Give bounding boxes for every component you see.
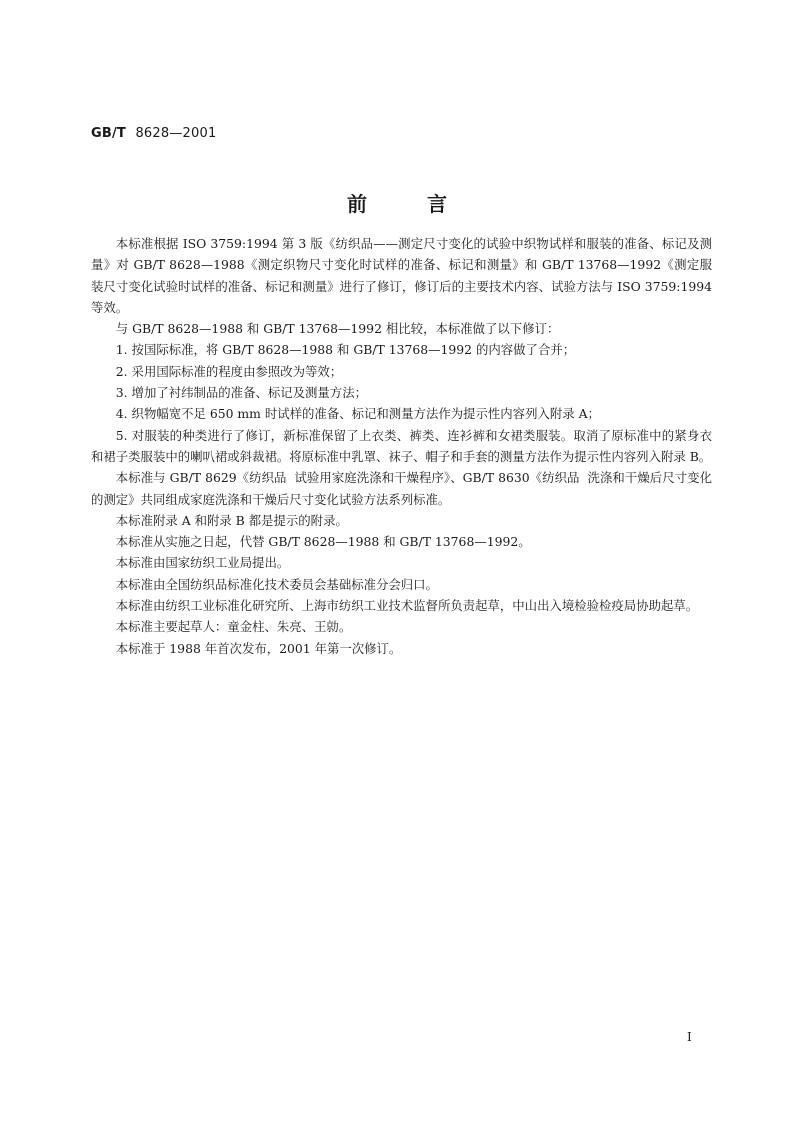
page-title: 前言 [347,192,507,216]
page-number: I [687,1030,692,1044]
list-item-3: 3. 增加了衬纬制品的准备、标记及测量方法； [115,385,367,401]
standard-code [91,126,216,141]
foreword-body [91,233,716,659]
list-item-4: 4. 织物幅宽不足 650 mm 时试样的准备、标记和测量方法作为提示性内容列入附录 A； [115,406,600,422]
paragraph-intro: 本标准根据 ISO 3759:1994 第 3 版《纺织品——测定尺寸变化的试验中织物试样和服装的准备、标记及测量》对 GB/T 8628—1988《测定织物尺寸变化时试样的准备、标记和测量》和 GB/T 13768—1992《测定服装尺寸变化试验时试样的准备、标记和测量》进行了修订，修订后的主要技术内容、试验方法与 ISO 3759:1994 等效。 [91,236,716,315]
paragraph-appendix: 本标准附录 A 和附录 B 都是提示的附录。 [115,512,348,528]
standard-number: 8628—2001 [135,126,217,141]
paragraph-drafted: 本标准由纺织工业标准化研究所、上海市纺织工业技术监督所负责起草，中山出入境检验检疫局协助起草。 [115,598,699,614]
paragraph-drafters: 本标准主要起草人：童金柱、朱亮、王勍。 [115,619,352,635]
paragraph-series: 本标准与 GB/T 8629《纺织品 试验用家庭洗涤和干燥程序》、GB/T 8630《纺织品 洗涤和干燥后尺寸变化的测定》共同组成家庭洗涤和干燥后尺寸变化试验方法系列标准。 [91,470,712,507]
list-item-5: 5. 对服装的种类进行了修订，新标准保留了上衣类、裤类、连衫裤和女裙类服装。取消了原标准中的紧身衣和裙子类服装中的喇叭裙或斜裁裙。将原标准中乳罩、袜子、帽子和手套的测量方法作为提示性内容列入附录 B。 [91,427,712,464]
list-item-2: 2. 采用国际标准的程度由参照改为等效； [115,363,343,379]
list-item-1: 1. 按国际标准，将 GB/T 8628—1988 和 GB/T 13768—1992 的内容做了合并； [115,342,576,358]
paragraph-replaces: 本标准从实施之日起，代替 GB/T 8628—1988 和 GB/T 13768—1992。 [115,534,531,550]
standard-prefix: GB/T [91,126,126,141]
paragraph-comparison: 与 GB/T 8628—1988 和 GB/T 13768—1992 相比较，本标准做了以下修订： [115,321,560,337]
paragraph-history: 本标准于 1988 年首次发布，2001 年第一次修订。 [115,640,402,656]
paragraph-proposed: 本标准由国家纺织工业局提出。 [115,555,290,571]
paragraph-centralized: 本标准由全国纺织品标准化技术委员会基础标准分会归口。 [115,576,438,592]
